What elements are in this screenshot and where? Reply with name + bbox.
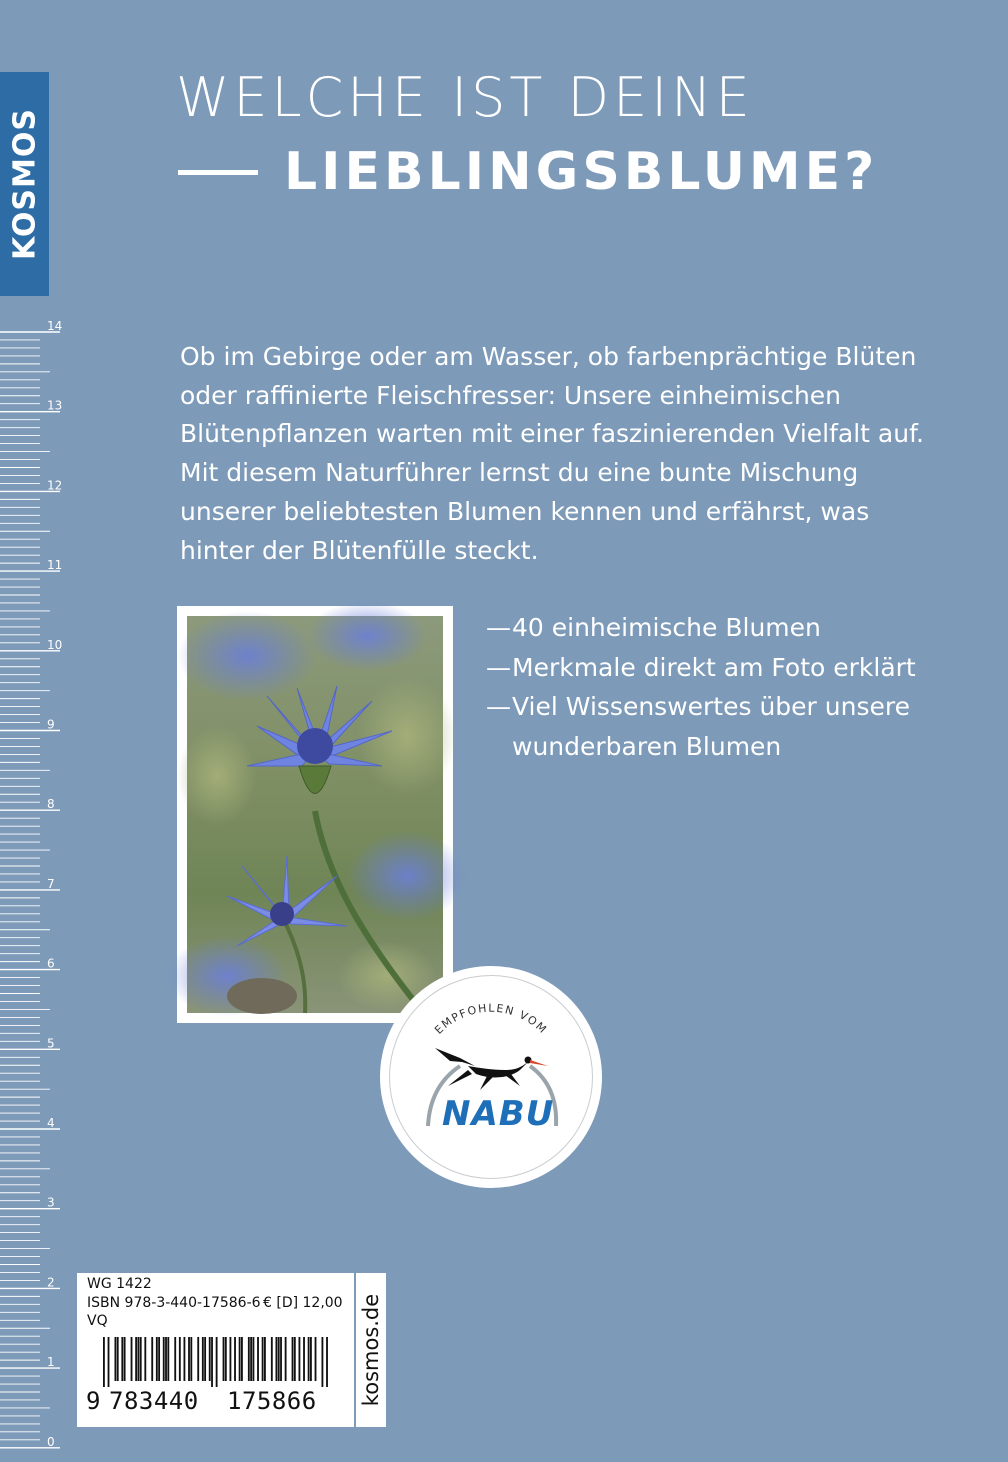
headline-line1: WELCHE IST DEINE [176, 66, 754, 129]
feature-item: — Viel Wissenswertes über unsere wunderbaren Blumen [486, 692, 910, 761]
barcode-bar [151, 1337, 153, 1381]
ruler-label: 14 [47, 319, 63, 333]
ean-first-digit: 9 [86, 1387, 101, 1415]
ruler-label: 8 [47, 797, 55, 812]
barcode-bar [138, 1337, 140, 1381]
barcode-bar [241, 1337, 243, 1381]
isbn-number: ISBN 978-3-440-17586-6 [87, 1295, 261, 1311]
ruler-label: 12 [47, 478, 63, 493]
barcode-bar [276, 1337, 278, 1381]
ean-group-2: 175866 [227, 1387, 317, 1415]
barcode-bar [158, 1337, 160, 1381]
barcode-bar [248, 1337, 250, 1381]
ruler-label: 5 [47, 1036, 55, 1051]
barcode-bar [103, 1337, 105, 1387]
barcode-bar [108, 1337, 110, 1387]
ruler-label: 2 [47, 1275, 55, 1290]
barcode-bar [197, 1337, 199, 1381]
barcode-bar [262, 1337, 264, 1381]
barcode-bar [204, 1337, 206, 1381]
barcode-bar [271, 1337, 273, 1381]
ruler-label: 0 [47, 1434, 55, 1449]
barcode-bar [257, 1337, 259, 1381]
ruler-label: 9 [47, 717, 55, 732]
barcode-bar [299, 1337, 301, 1381]
kosmos-brand-tab [0, 72, 49, 296]
barcode-bar [202, 1337, 204, 1381]
barcode-bar [230, 1337, 232, 1381]
barcode-bar [165, 1337, 167, 1381]
ean-group-1: 783440 [109, 1387, 199, 1415]
intro-paragraph: Ob im Gebirge oder am Wasser, ob farbenprächtige Blüten oder raffinierte Fleischfresser: Unsere einheimischen Blütenpflanzen warten mit einer faszinierenden Vielfalt auf. Mit diesem Naturführer lernst du eine bunte Mischung unserer beliebtesten Blumen kennen und erfährst, was hinter der Blütenfülle steckt. [180, 342, 925, 565]
barcode-bar [167, 1337, 169, 1381]
barcode-bar [124, 1337, 126, 1381]
barcode-bar [310, 1337, 312, 1381]
barcode-bar [239, 1337, 241, 1381]
barcode-bar [184, 1337, 186, 1381]
barcode-bar [144, 1337, 146, 1381]
barcode-bar [209, 1337, 211, 1381]
vq-code: VQ [87, 1313, 108, 1329]
website-url: kosmos.de [359, 1293, 383, 1407]
barcode-bar [190, 1337, 192, 1381]
ruler-label: 1 [47, 1355, 55, 1370]
headline-line2-row [178, 142, 878, 202]
ruler-label: 11 [47, 558, 63, 573]
price: € [D] 12,00 [263, 1295, 343, 1311]
barcode-bar [188, 1337, 190, 1381]
barcode-graphic [103, 1337, 333, 1387]
cornflower-photo [177, 606, 453, 1023]
barcode-bar [174, 1337, 176, 1381]
barcode-bar [225, 1337, 227, 1381]
barcode-bar [315, 1337, 317, 1381]
nabu-logo-text: NABU [442, 1094, 555, 1134]
ruler-label: 7 [47, 876, 55, 891]
nabu-arc-text: EMPFOHLEN VOM [432, 1001, 550, 1037]
website-strip [356, 1273, 386, 1427]
ruler-label: 4 [47, 1116, 55, 1130]
barcode-bar [234, 1337, 236, 1381]
feature-list [486, 608, 932, 766]
barcode-bar [285, 1337, 287, 1381]
ruler-label: 10 [47, 637, 63, 652]
barcode-bar [135, 1337, 137, 1381]
nabu-badge [380, 966, 602, 1188]
headline-line2: LIEBLINGSBLUME? [284, 142, 879, 202]
ruler-label: 6 [47, 956, 55, 971]
feature-item: — Merkmale direkt am Foto erklärt [486, 652, 916, 682]
barcode-bar [308, 1337, 310, 1381]
barcode-bar [292, 1337, 294, 1381]
barcode-bar [115, 1337, 117, 1381]
ruler-label: 3 [47, 1195, 55, 1210]
barcode-bar [253, 1337, 255, 1381]
barcode-bar [264, 1337, 266, 1381]
barcode-bar [140, 1337, 142, 1381]
barcode-bar [216, 1337, 218, 1387]
barcode-bar [294, 1337, 296, 1381]
barcode-bar [131, 1337, 133, 1381]
ruler-label: 13 [47, 398, 63, 413]
barcode-bar [278, 1337, 280, 1381]
barcode-bar [121, 1337, 123, 1381]
barcode-bar [322, 1337, 324, 1387]
cornflower-image [187, 616, 443, 1013]
brand-logo-text: KOSMOS [7, 108, 42, 260]
barcode-bar [280, 1337, 282, 1381]
headline-dash [178, 170, 258, 175]
barcode-bar [156, 1337, 158, 1381]
barcode-bar [117, 1337, 119, 1381]
ruler [0, 319, 63, 1462]
isbn-barcode-box [77, 1273, 354, 1427]
nabu-badge-graphics [380, 966, 602, 1188]
barcode-bar [326, 1337, 328, 1387]
barcode-bar [211, 1337, 213, 1387]
barcode-bar [179, 1337, 181, 1381]
feature-item: — 40 einheimische Blumen [486, 613, 821, 642]
barcode-bar [250, 1337, 252, 1381]
barcode-bar [303, 1337, 305, 1381]
barcode-bar [163, 1337, 165, 1381]
barcode-bar [223, 1337, 225, 1381]
wg-number: WG 1422 [87, 1276, 152, 1292]
